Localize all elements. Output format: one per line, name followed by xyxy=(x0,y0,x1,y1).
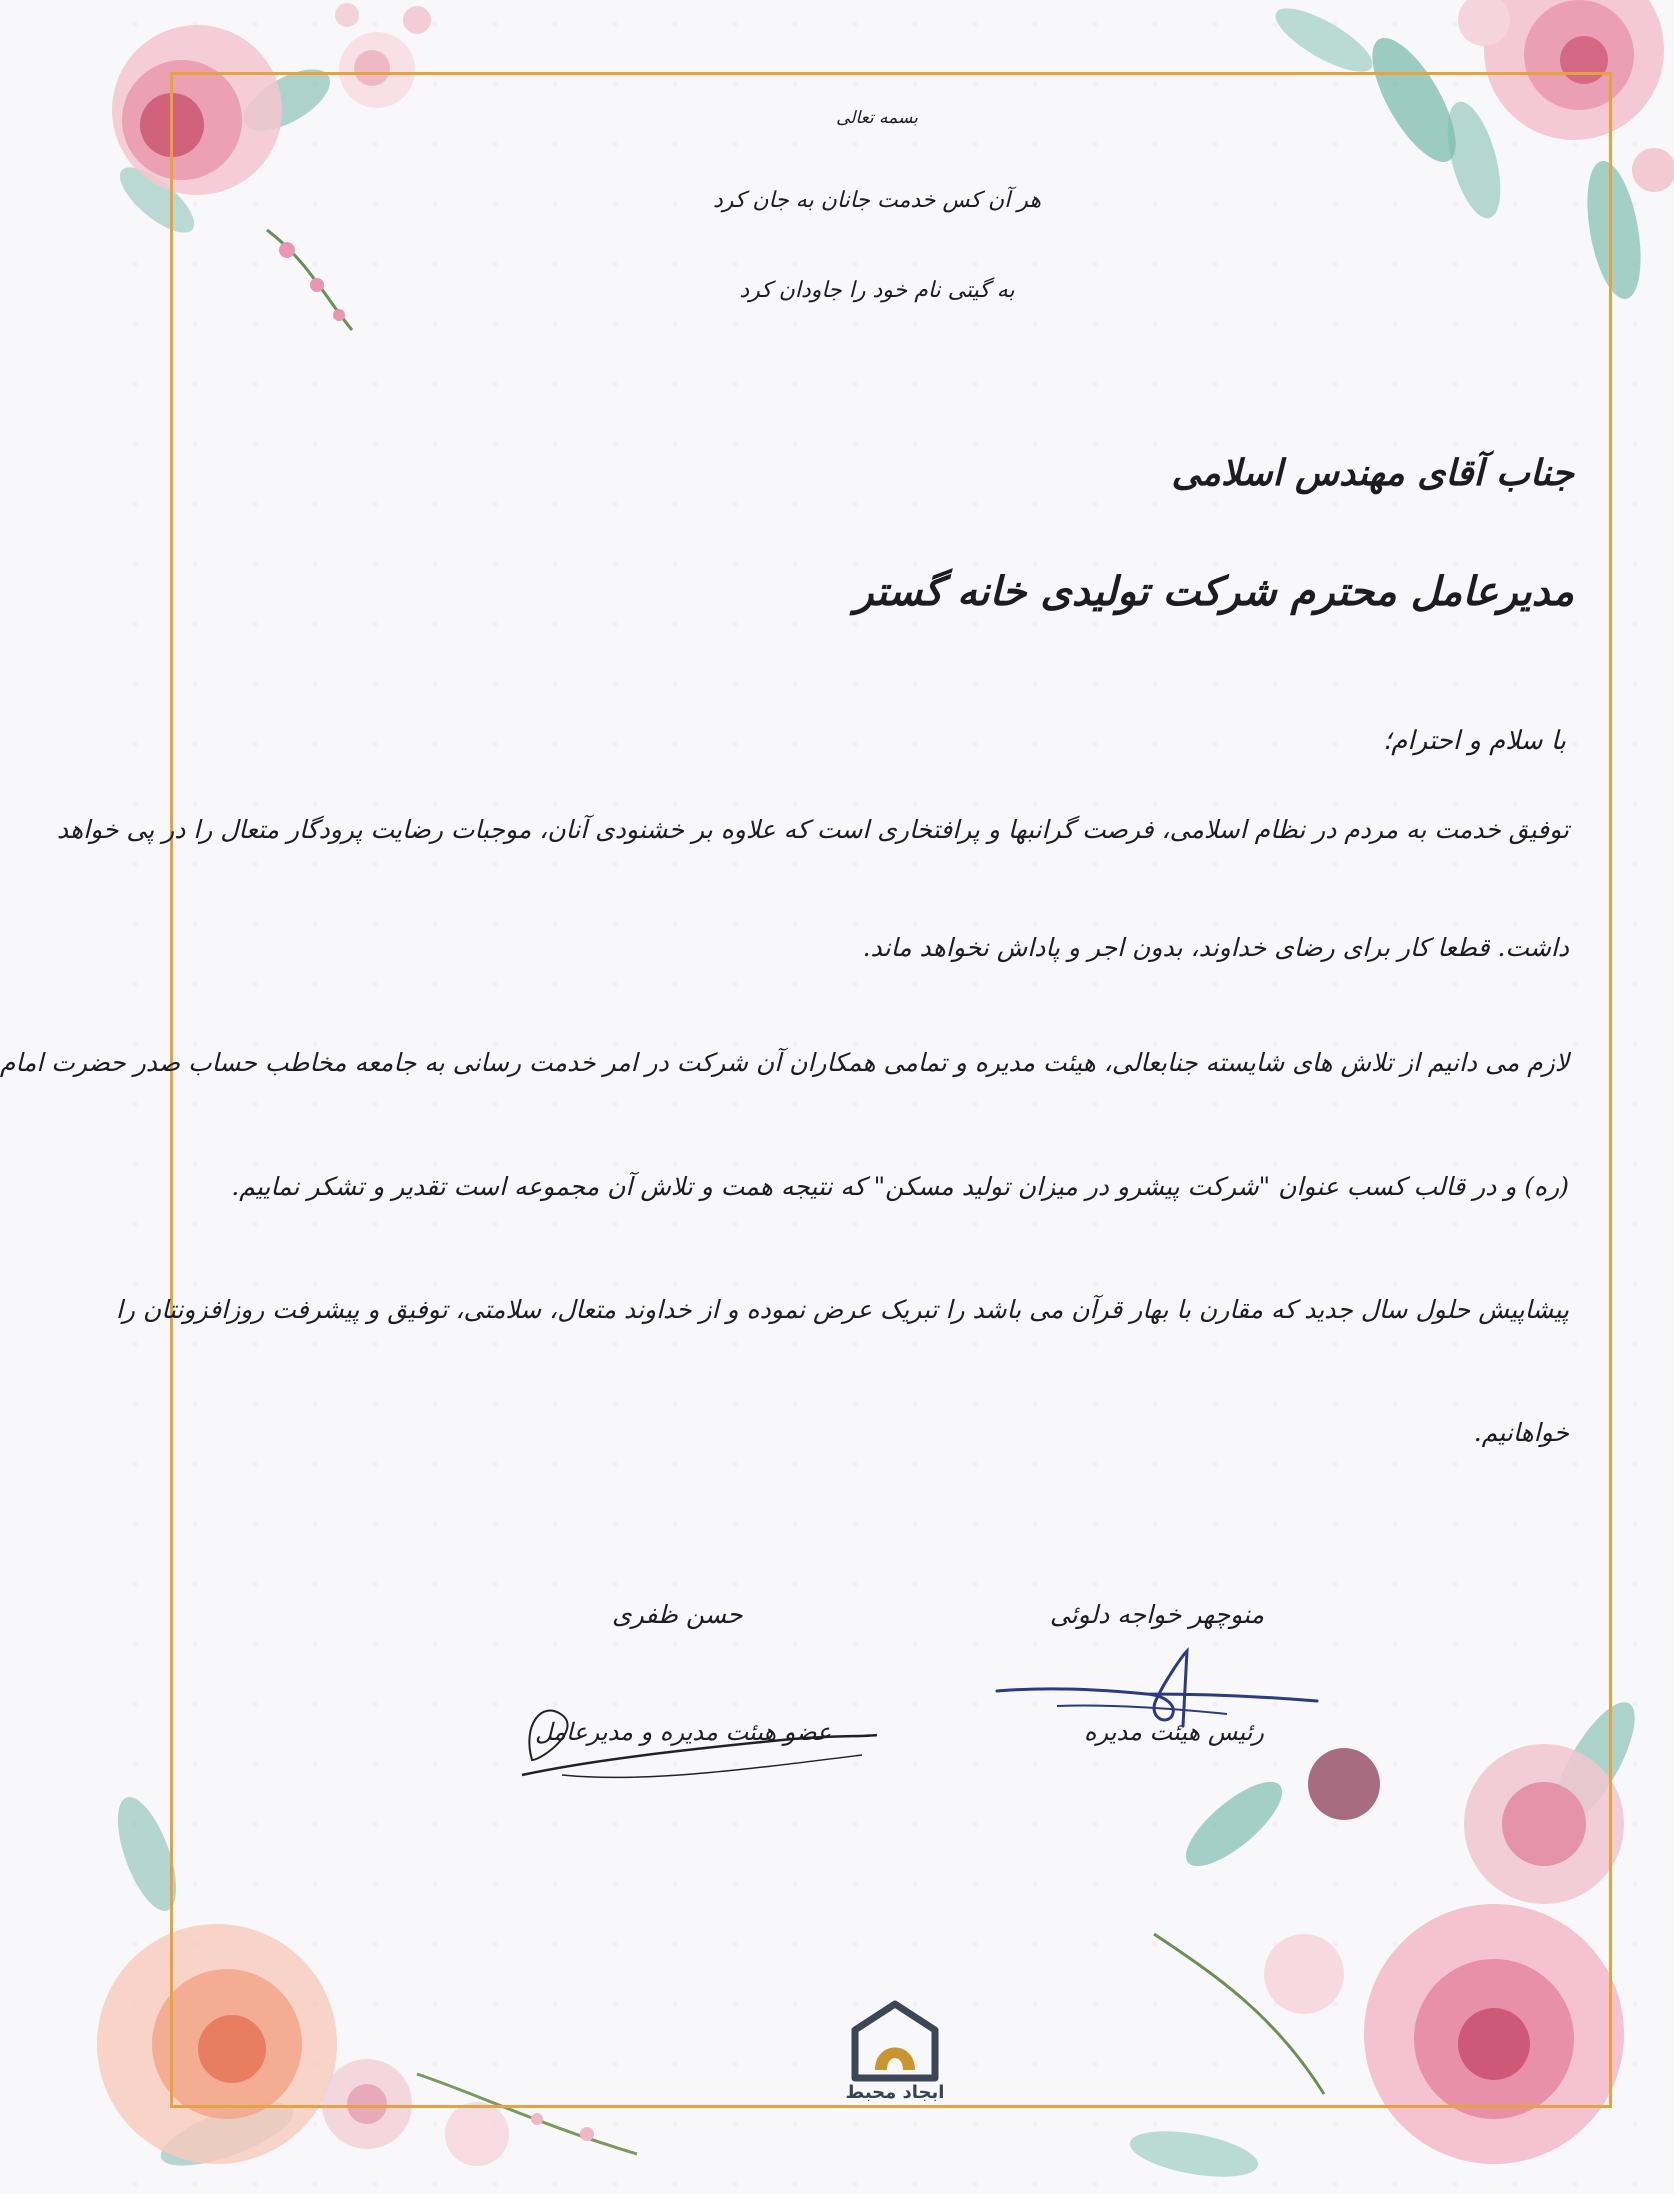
company-logo xyxy=(845,2000,945,2103)
body-line: داشت. قطعا کار برای رضای خداوند، بدون اجر و پاداش نخواهد ماند. xyxy=(862,933,1569,962)
logo-brand-text: ابجاد محبط xyxy=(845,2082,945,2103)
body-line: (ره) و در قالب کسب عنوان "شرکت پیشرو در میزان تولید مسکن" که نتیجه همت و تلاش آن مجموعه است تقدیر و تشکر نماییم. xyxy=(231,1172,1569,1201)
signatory-title-ceo: عضو هیئت مدیره و مدیرعامل xyxy=(535,1718,832,1746)
verse-line-1: هر آن کس خدمت جانان به جان کرد xyxy=(712,188,1042,213)
signatory-name-chairman: منوچهر خواجه دلوئی xyxy=(1049,1600,1264,1629)
salutation: با سلام و احترام؛ xyxy=(1383,726,1566,756)
body-line: توفیق خدمت به مردم در نظام اسلامی، فرصت گرانبها و پرافتخاری است که علاوه بر خشنودی آنان، موجبات رضایت پرودگار متعال را در پی خواهد xyxy=(56,815,1569,844)
basmala-heading: بسمه تعالی xyxy=(836,108,918,128)
recipient-name: جناب آقای مهندس اسلامی xyxy=(1171,452,1574,494)
house-arch-logo-icon xyxy=(847,2000,943,2080)
signatory-name-ceo: حسن ظفری xyxy=(612,1600,743,1629)
body-line: پیشاپیش حلول سال جدید که مقارن با بهار قرآن می باشد را تبریک عرض نموده و از خداوند متعال، سلامتی، توفیق و پیشرفت روزافزونتان را xyxy=(115,1295,1569,1324)
recipient-title: مدیرعامل محترم شرکت تولیدی خانه گستر xyxy=(854,568,1574,615)
signatory-title-chairman: رئیس هیئت مدیره xyxy=(1083,1718,1264,1746)
verse-line-2: به گیتی نام خود را جاودان کرد xyxy=(739,278,1015,303)
ornamental-border xyxy=(0,72,1612,2108)
body-line: خواهانیم. xyxy=(1473,1418,1569,1447)
body-line: لازم می دانیم از تلاش های شایسته جنابعالی، هیئت مدیره و تمامی همکاران آن شرکت در امر خدمت رسانی به جامعه مخاطب حساب صدر حضرت امام xyxy=(0,1048,1569,1077)
